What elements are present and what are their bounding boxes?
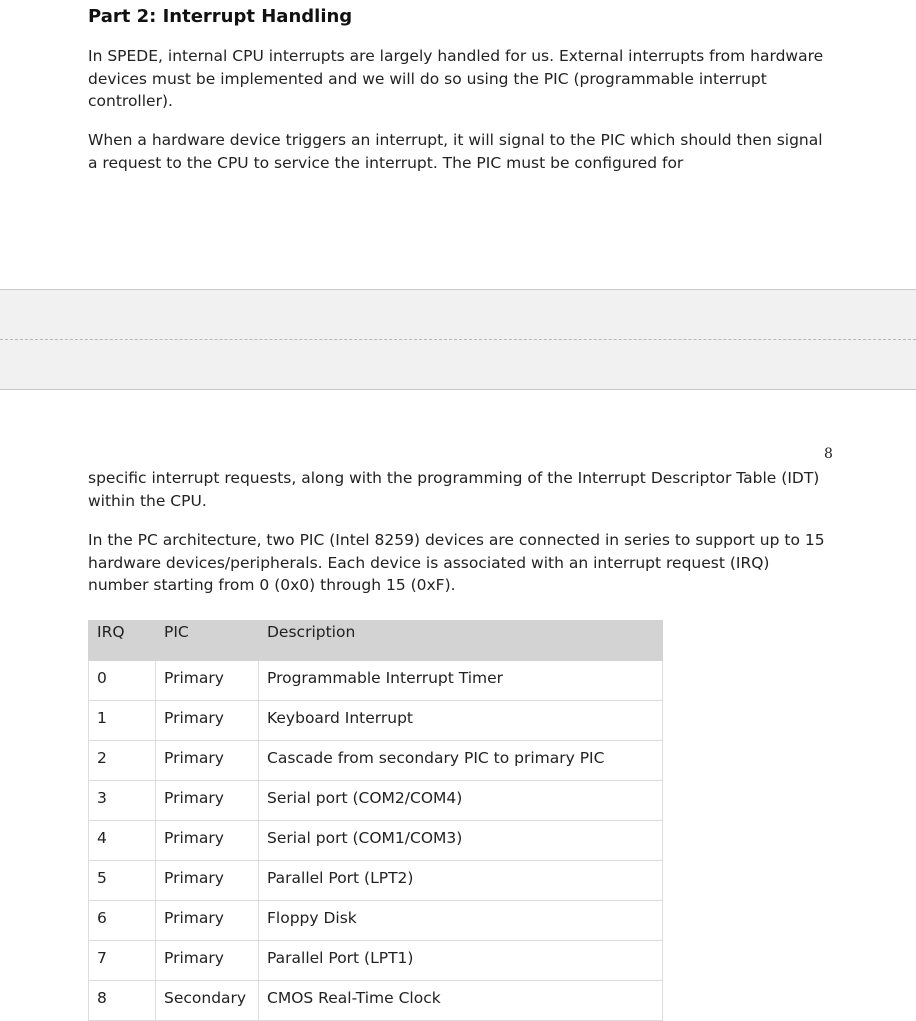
paragraph-pc-architecture: In the PC architecture, two PIC (Intel 8259) devices are connected in series to support up to 15 hardware devices/peripherals. Each device is associated with an interrupt request (IRQ) number starting from 0 (0x0) through 15 (0xF).	[88, 531, 825, 594]
irq-cell: 0	[89, 661, 156, 701]
irq-cell: 6	[89, 901, 156, 941]
irq-cell: 8	[89, 981, 156, 1021]
pic-cell: Primary	[156, 701, 259, 741]
page-8	[0, 390, 916, 1007]
column-header-irq: IRQ	[89, 621, 156, 661]
pic-cell: Primary	[156, 821, 259, 861]
description-cell: Serial port (COM2/COM4)	[259, 781, 663, 821]
column-header-pic: PIC	[156, 621, 259, 661]
irq-cell: 1	[89, 701, 156, 741]
description-cell: Cascade from secondary PIC to primary PIC	[259, 741, 663, 781]
irq-table	[88, 620, 663, 1021]
irq-cell: 4	[89, 821, 156, 861]
description-cell: CMOS Real-Time Clock	[259, 981, 663, 1021]
table-row	[89, 901, 663, 941]
table-row	[89, 781, 663, 821]
paragraph-spede-interrupts: In SPEDE, internal CPU interrupts are largely handled for us. External interrupts from hardware devices must be implemented and we will do so using the PIC (programmable interrupt controller).	[88, 47, 824, 110]
table-row	[89, 661, 663, 701]
irq-cell: 7	[89, 941, 156, 981]
pic-cell: Primary	[156, 941, 259, 981]
page-number: 8	[824, 446, 833, 462]
page-7	[0, 0, 916, 289]
irq-cell: 2	[89, 741, 156, 781]
table-row	[89, 981, 663, 1021]
description-cell: Serial port (COM1/COM3)	[259, 821, 663, 861]
description-cell: Keyboard Interrupt	[259, 701, 663, 741]
section-heading: Part 2: Interrupt Handling	[88, 6, 353, 27]
table-row	[89, 941, 663, 981]
paragraph-hardware-trigger: When a hardware device triggers an interrupt, it will signal to the PIC which should then signal a request to the CPU to service the interrupt. The PIC must be configured for	[88, 131, 823, 172]
pic-cell: Primary	[156, 901, 259, 941]
table-row	[89, 741, 663, 781]
description-cell: Parallel Port (LPT2)	[259, 861, 663, 901]
irq-cell: 3	[89, 781, 156, 821]
paragraph-specific-requests: specific interrupt requests, along with the programming of the Interrupt Descriptor Table (IDT) within the CPU.	[88, 469, 820, 510]
pic-cell: Primary	[156, 781, 259, 821]
page-break	[0, 289, 916, 390]
table-row	[89, 861, 663, 901]
table-row	[89, 821, 663, 861]
description-cell: Programmable Interrupt Timer	[259, 661, 663, 701]
description-cell: Parallel Port (LPT1)	[259, 941, 663, 981]
column-header-description: Description	[259, 621, 663, 661]
page-break-divider	[0, 339, 916, 340]
pic-cell: Primary	[156, 861, 259, 901]
table-header-row	[89, 621, 663, 661]
irq-cell: 5	[89, 861, 156, 901]
table-row	[89, 701, 663, 741]
pic-cell: Primary	[156, 661, 259, 701]
pic-cell: Secondary	[156, 981, 259, 1021]
description-cell: Floppy Disk	[259, 901, 663, 941]
pic-cell: Primary	[156, 741, 259, 781]
